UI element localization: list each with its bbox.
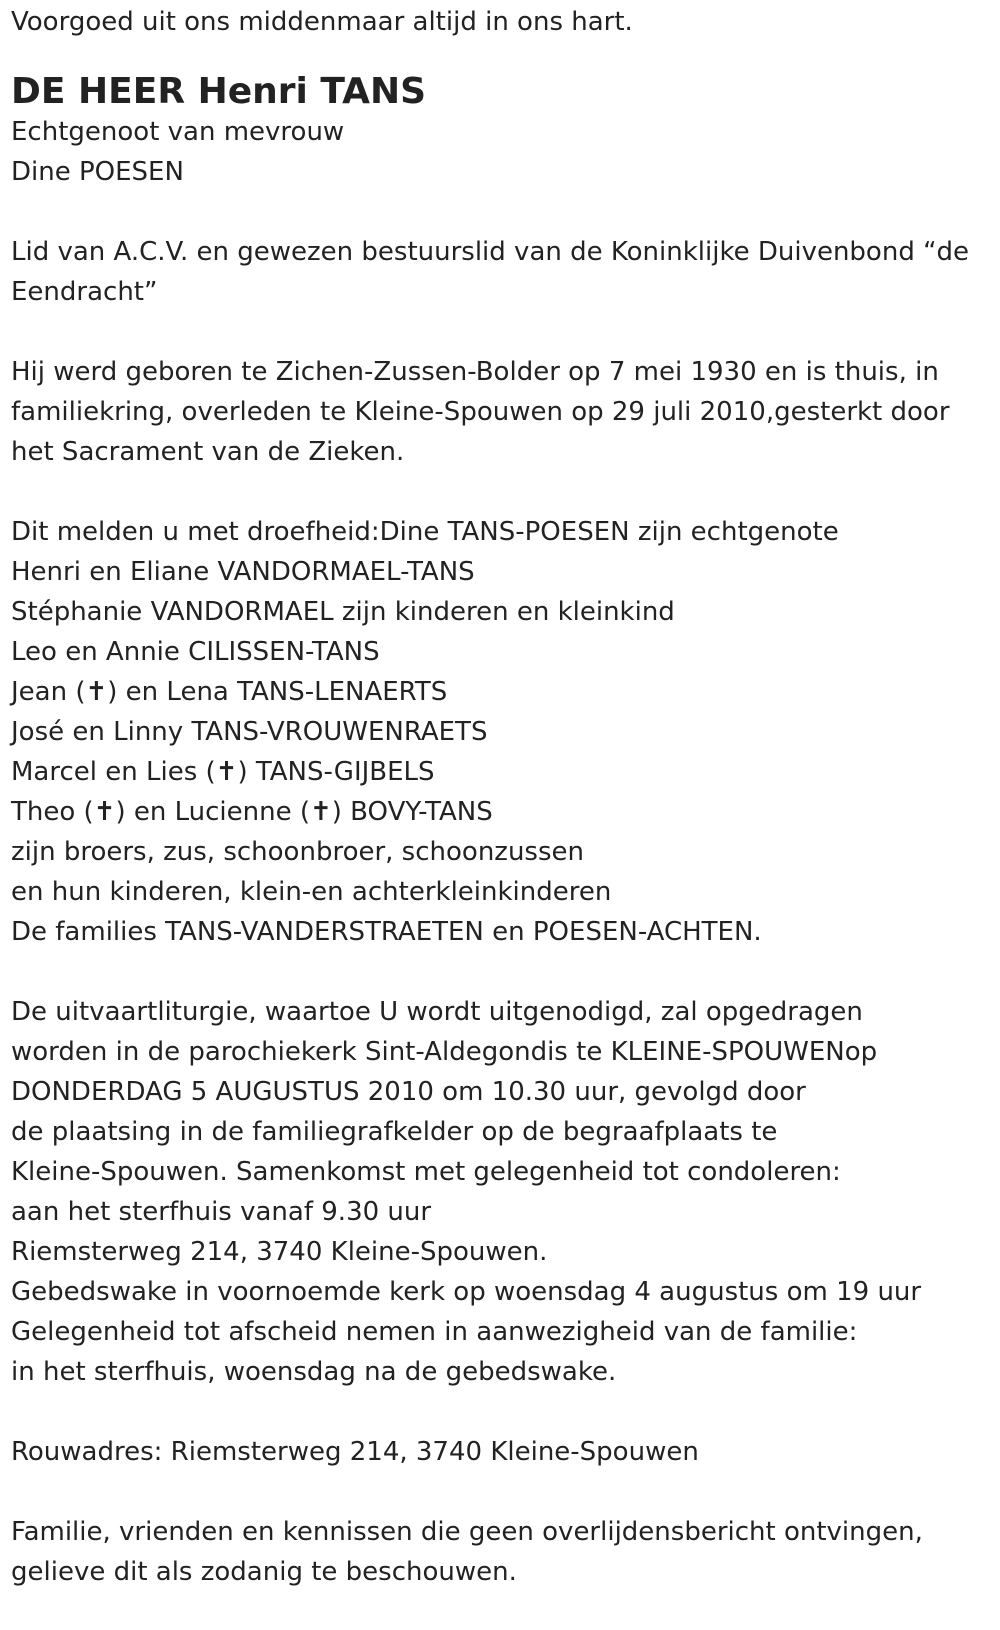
spacer — [11, 1472, 990, 1512]
funeral-line: Gelegenheid tot afscheid nemen in aanwezigheid van de familie: — [11, 1317, 858, 1347]
funeral-line: de plaatsing in de familiegrafkelder op de begraafplaats te — [11, 1117, 778, 1147]
spacer — [11, 312, 990, 352]
family-line: De families TANS-VANDERSTRAETEN en POESEN-ACHTEN. — [11, 917, 762, 947]
family-line: en hun kinderen, klein-en achterkleinkinderen — [11, 877, 612, 907]
spouse-line: Echtgenoot van mevrouw — [11, 117, 345, 147]
funeral-line: worden in de parochiekerk Sint-Aldegondis te KLEINE-SPOUWENop — [11, 1037, 878, 1067]
birth-death-line: Hij werd geboren te Zichen-Zussen-Bolder op 7 mei 1930 en is thuis, in — [11, 357, 939, 387]
mourning-address: Rouwadres: Riemsterweg 214, 3740 Kleine-Spouwen — [11, 1437, 699, 1467]
spacer — [11, 192, 990, 232]
birth-death-line: het Sacrament van de Zieken. — [11, 437, 405, 467]
closing-line: gelieve dit als zodanig te beschouwen. — [11, 1557, 517, 1587]
funeral-line: Riemsterweg 214, 3740 Kleine-Spouwen. — [11, 1237, 548, 1267]
family-line: zijn broers, zus, schoonbroer, schoonzussen — [11, 837, 584, 867]
funeral-line: DONDERDAG 5 AUGUSTUS 2010 om 10.30 uur, gevolgd door — [11, 1077, 806, 1107]
family-line: Leo en Annie CILISSEN-TANS — [11, 637, 380, 667]
funeral-line: Kleine-Spouwen. Samenkomst met gelegenheid tot condoleren: — [11, 1157, 841, 1187]
family-line: Stéphanie VANDORMAEL zijn kinderen en kleinkind — [11, 597, 675, 627]
spacer — [11, 472, 990, 512]
family-line: Theo (✝) en Lucienne (✝) BOVY-TANS — [11, 797, 493, 827]
funeral-line: De uitvaartliturgie, waartoe U wordt uitgenodigd, zal opgedragen — [11, 997, 863, 1027]
deceased-name-heading: DE HEER Henri TANS — [11, 71, 427, 112]
funeral-line: in het sterfhuis, woensdag na de gebedswake. — [11, 1357, 617, 1387]
spouse-name: Dine POESEN — [11, 157, 184, 187]
birth-death-line: familiekring, overleden te Kleine-Spouwen op 29 juli 2010,gesterkt door — [11, 397, 950, 427]
membership-line: Lid van A.C.V. en gewezen bestuurslid van de Koninklijke Duivenbond “de — [11, 237, 970, 267]
family-line: Dit melden u met droefheid:Dine TANS-POESEN zijn echtgenote — [11, 517, 839, 547]
funeral-line: Gebedswake in voornoemde kerk op woensdag 4 augustus om 19 uur — [11, 1277, 922, 1307]
funeral-line: aan het sterfhuis vanaf 9.30 uur — [11, 1197, 432, 1227]
membership-line: Eendracht” — [11, 277, 158, 307]
spacer — [11, 1392, 990, 1432]
closing-line: Familie, vrienden en kennissen die geen overlijdensbericht ontvingen, — [11, 1517, 923, 1547]
family-line: Jean (✝) en Lena TANS-LENAERTS — [11, 677, 448, 707]
intro-text: Voorgoed uit ons middenmaar altijd in ons hart. — [11, 7, 633, 37]
family-line: Henri en Eliane VANDORMAEL-TANS — [11, 557, 475, 587]
spacer — [11, 952, 990, 992]
family-line: Marcel en Lies (✝) TANS-GIJBELS — [11, 757, 435, 787]
family-line: José en Linny TANS-VROUWENRAETS — [11, 717, 488, 747]
